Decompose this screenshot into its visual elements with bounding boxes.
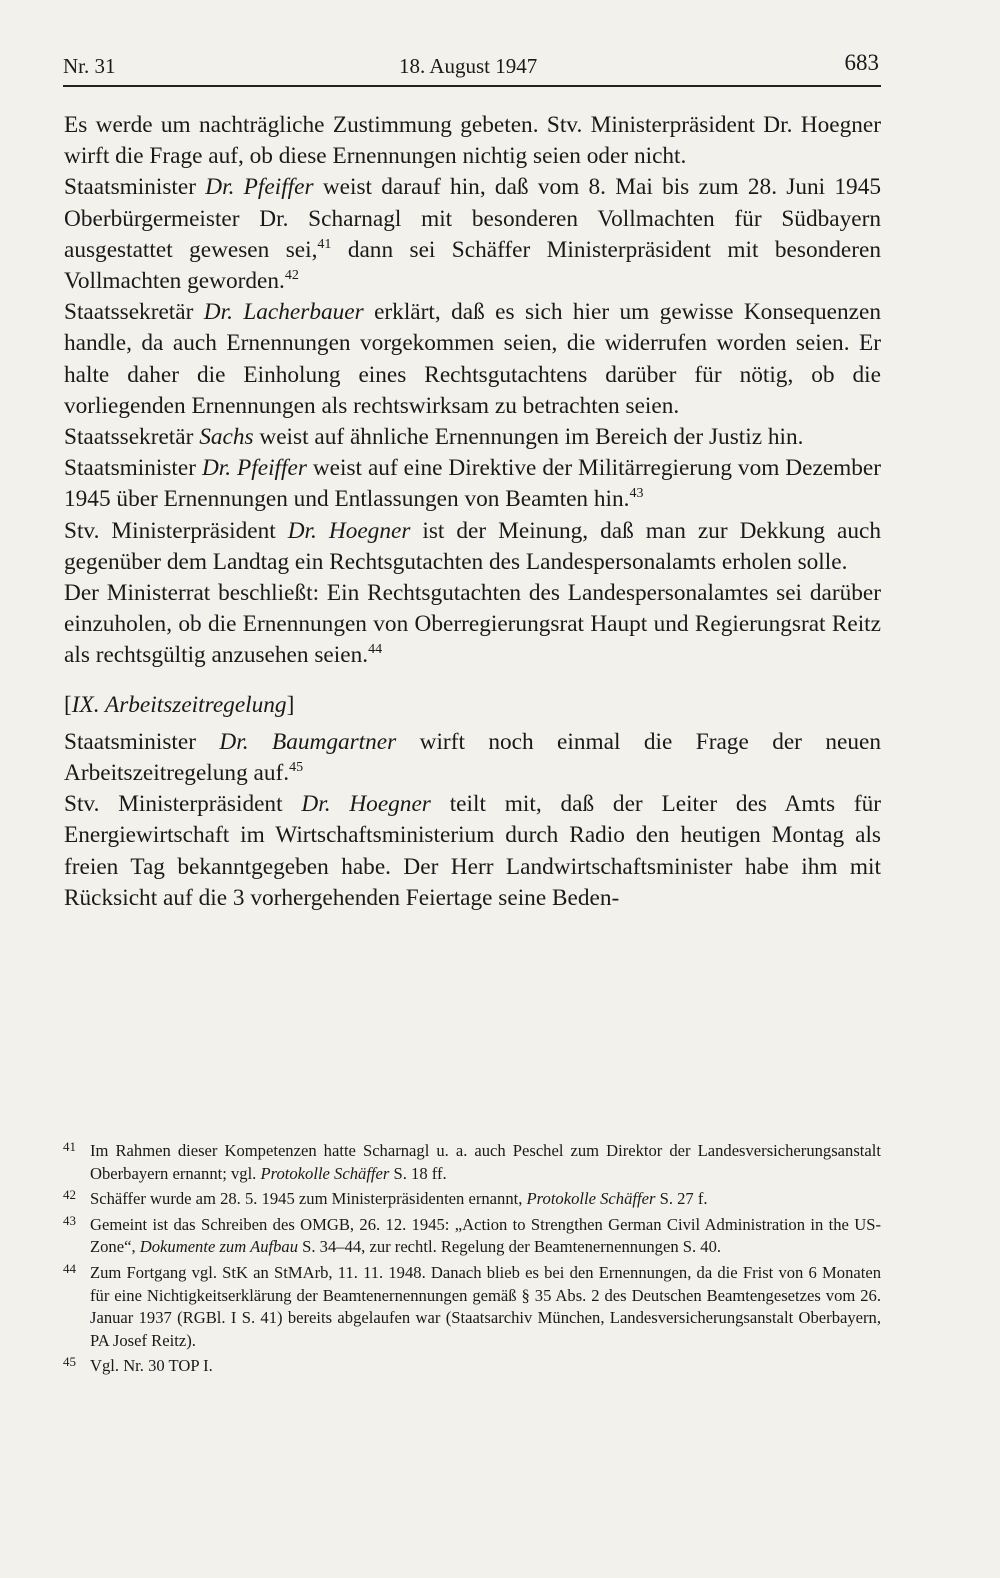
footnote (63, 1140, 881, 1185)
running-head (63, 48, 881, 82)
section-title: IX. Arbeitszeitregelung (71, 691, 287, 718)
footnote-text: S. 18 ff. (389, 1163, 447, 1183)
footnotes (63, 1140, 881, 1381)
footnote (63, 1214, 881, 1259)
paragraph-text: weist darauf hin, daß vom 8. Mai bis zum 28. Juni 1945 Oberbürgermeister Dr. Scharnagl mit besonderen Vollmachten für Südbayern ausgestattet gewesen sei, (64, 174, 882, 263)
paragraph (64, 297, 881, 422)
paragraph (64, 516, 881, 578)
footnote-text: Im Rahmen dieser Kompetenzen hatte Scharnagl u. a. auch Peschel zum Direktor der Landesversicherungsanstalt Oberbayern ernannt; vgl. (90, 1141, 881, 1183)
footnote-text: Schäffer wurde am 28. 5. 1945 zum Ministerpräsidenten ernannt, (90, 1189, 527, 1209)
paragraph-text: wirft noch einmal die Frage der neuen Arbeitszeitregelung auf. (64, 728, 881, 787)
header-rule (63, 85, 881, 87)
footnote-ref[interactable]: 44 (368, 642, 383, 658)
source-title: Protokolle Schäffer (526, 1189, 656, 1209)
footnote-number: 41 (63, 1139, 76, 1154)
paragraph (64, 789, 881, 914)
paragraph-text: Staatsminister (64, 174, 206, 201)
source-title: Dokumente zum Aufbau (139, 1237, 298, 1257)
paragraph-text: Staatssekretär (64, 299, 204, 326)
paragraph (64, 110, 881, 172)
paragraph-text: Staatsminister (64, 455, 202, 482)
footnote-number: 43 (63, 1212, 76, 1228)
speaker-name: Dr. Hoegner (301, 791, 431, 818)
document-number: Nr. 31 (63, 54, 116, 78)
footnote-ref[interactable]: 41 (317, 236, 332, 252)
paragraph (64, 172, 881, 297)
footnote (63, 1188, 881, 1211)
footnote-ref[interactable]: 45 (289, 760, 304, 776)
footnote (63, 1355, 881, 1378)
document-date: 18. August 1947 (399, 54, 538, 78)
paragraph (64, 422, 881, 453)
paragraph (64, 727, 881, 789)
paragraph-text: Stv. Ministerpräsident (64, 791, 302, 818)
footnote-ref[interactable]: 43 (629, 486, 644, 502)
paragraph (64, 453, 881, 515)
paragraph-text: Staatsminister (64, 728, 220, 755)
footnote-text: Zum Fortgang vgl. StK an StMArb, 11. 11. 1948. Danach blieb es bei den Ernennungen, da die Frist von 6 Monaten für eine Nichtigkeitserklärung der Beamtenernennungen gemäß § 35 Abs. 2 des Deutschen Beamtengesetzes vom 26. Januar 1937 (RGBl. I S. 41) bereits abgelaufen war (Staatsarchiv München, Landesversicherungsanstalt Oberbayern, PA Josef Reitz). (90, 1262, 881, 1350)
section-heading (64, 690, 881, 721)
paragraph-text: weist auf ähnliche Ernennungen im Bereich der Justiz hin. (253, 424, 804, 451)
paragraph-text: Der Ministerrat beschließt: Ein Rechtsgutachten des Landespersonalamtes sei darüber einzuholen, ob die Ernennungen von Oberregierungsrat Haupt und Regierungsrat Reitz als rechtsgültig anzusehen seien. (64, 580, 881, 669)
paragraph-text: weist auf eine Direktive der Militärregierung vom Dezember 1945 über Ernennungen und Entlassungen von Beamten hin. (64, 455, 882, 513)
paragraph (64, 578, 881, 672)
paragraph-text: teilt mit, daß der Leiter des Amts für Energiewirtschaft im Wirtschaftsministerium durch Radio den heutigen Montag als freien Tag bekanntgegeben habe. Der Herr Landwirtschaftsminister habe ihm mit Rücksicht auf die 3 vorhergehenden Feiertage seine Beden- (64, 791, 881, 911)
page-number: 683 (844, 50, 879, 75)
body-text (64, 110, 881, 914)
footnote-text: S. 27 f. (655, 1189, 708, 1209)
footnote-text: Gemeint ist das Schreiben des OMGB, 26. 12. 1945: „Action to Strengthen German Civil Administration in the US-Zone“, (90, 1214, 881, 1257)
speaker-name: Sachs (199, 424, 254, 451)
bracket-open: [ (64, 691, 72, 718)
paragraph-text: ist der Meinung, daß man zur Dekkung auch gegenüber dem Landtag ein Rechtsgutachten des Landespersonalamts erholen solle. (64, 517, 881, 575)
speaker-name: Dr. Lacherbauer (203, 299, 364, 326)
footnote-ref[interactable]: 42 (284, 268, 299, 284)
bracket-close: ] (286, 691, 295, 718)
footnote-text: S. 34–44, zur rechtl. Regelung der Beamtenernennungen S. 40. (298, 1237, 722, 1257)
paragraph-text: dann sei Schäffer Ministerpräsident mit besonderen Vollmachten geworden. (64, 236, 881, 295)
paragraph-text: Staatssekretär (64, 424, 200, 451)
paragraph-text: Es werde um nachträgliche Zustimmung gebeten. Stv. Ministerpräsident Dr. Hoegner wirft die Frage auf, ob diese Ernennungen nichtig seien oder nicht. (64, 112, 881, 170)
speaker-name: Dr. Pfeiffer (201, 455, 307, 482)
speaker-name: Dr. Pfeiffer (205, 174, 314, 201)
speaker-name: Dr. Hoegner (287, 517, 411, 544)
footnote-number: 42 (63, 1187, 76, 1203)
footnote (63, 1262, 881, 1352)
source-title: Protokolle Schäffer (260, 1163, 390, 1183)
paragraph-text: Stv. Ministerpräsident (64, 517, 288, 544)
footnote-number: 44 (63, 1260, 76, 1276)
speaker-name: Dr. Baumgartner (219, 728, 397, 755)
footnote-text: Vgl. Nr. 30 TOP I. (90, 1356, 213, 1376)
footnote-number: 45 (63, 1354, 76, 1370)
paragraph-text: erklärt, daß es sich hier um gewisse Konsequenzen handle, da auch Ernennungen vorgekommen seien, die widerrufen worden seien. Er halte daher die Einholung eines Rechtsgutachtens darüber für nötig, ob die vorliegenden Ernennungen als rechtswirksam zu betrachten seien. (64, 299, 881, 419)
